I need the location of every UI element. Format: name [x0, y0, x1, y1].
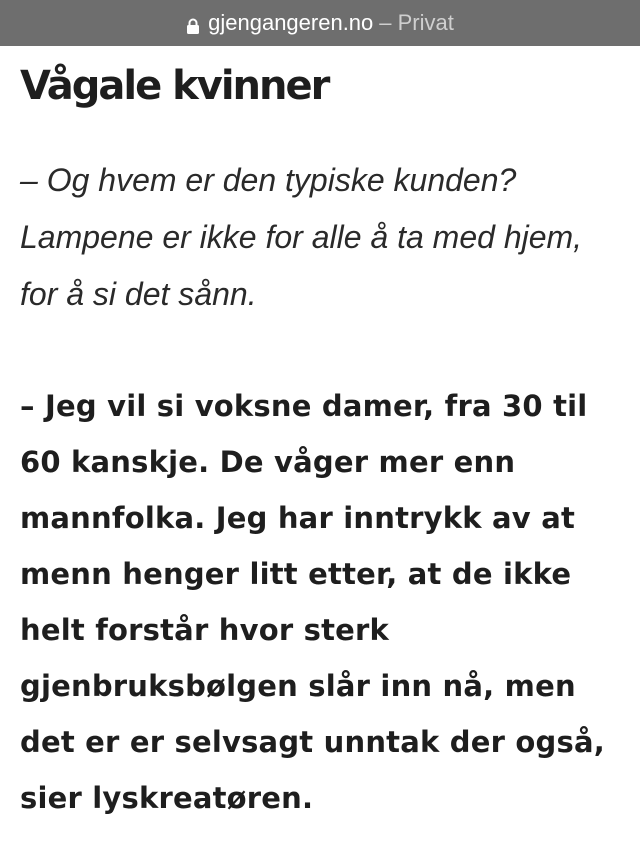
url-domain: gjengangeren.no [208, 10, 374, 35]
private-mode-label: – Privat [379, 10, 454, 35]
section-headline: Vågale kvinner [20, 63, 329, 109]
interview-question: – Og hvem er den typiske kunden? Lampene er ikke for alle å ta med hjem, for å si det sånn. [20, 162, 583, 312]
article-body [20, 58, 620, 826]
interview-answer: – Jeg vil si voksne damer, fra 30 til 60 kanskje. De våger mer enn mannfolka. Jeg har inntrykk av at menn henger litt etter, at de ikke helt forstår hvor sterk gjenbruksbølgen slår inn nå, men det er er selvsagt unntak der også, sier lyskreatøren. [20, 389, 605, 815]
browser-address-bar[interactable] [0, 0, 640, 46]
lock-icon [186, 15, 200, 32]
